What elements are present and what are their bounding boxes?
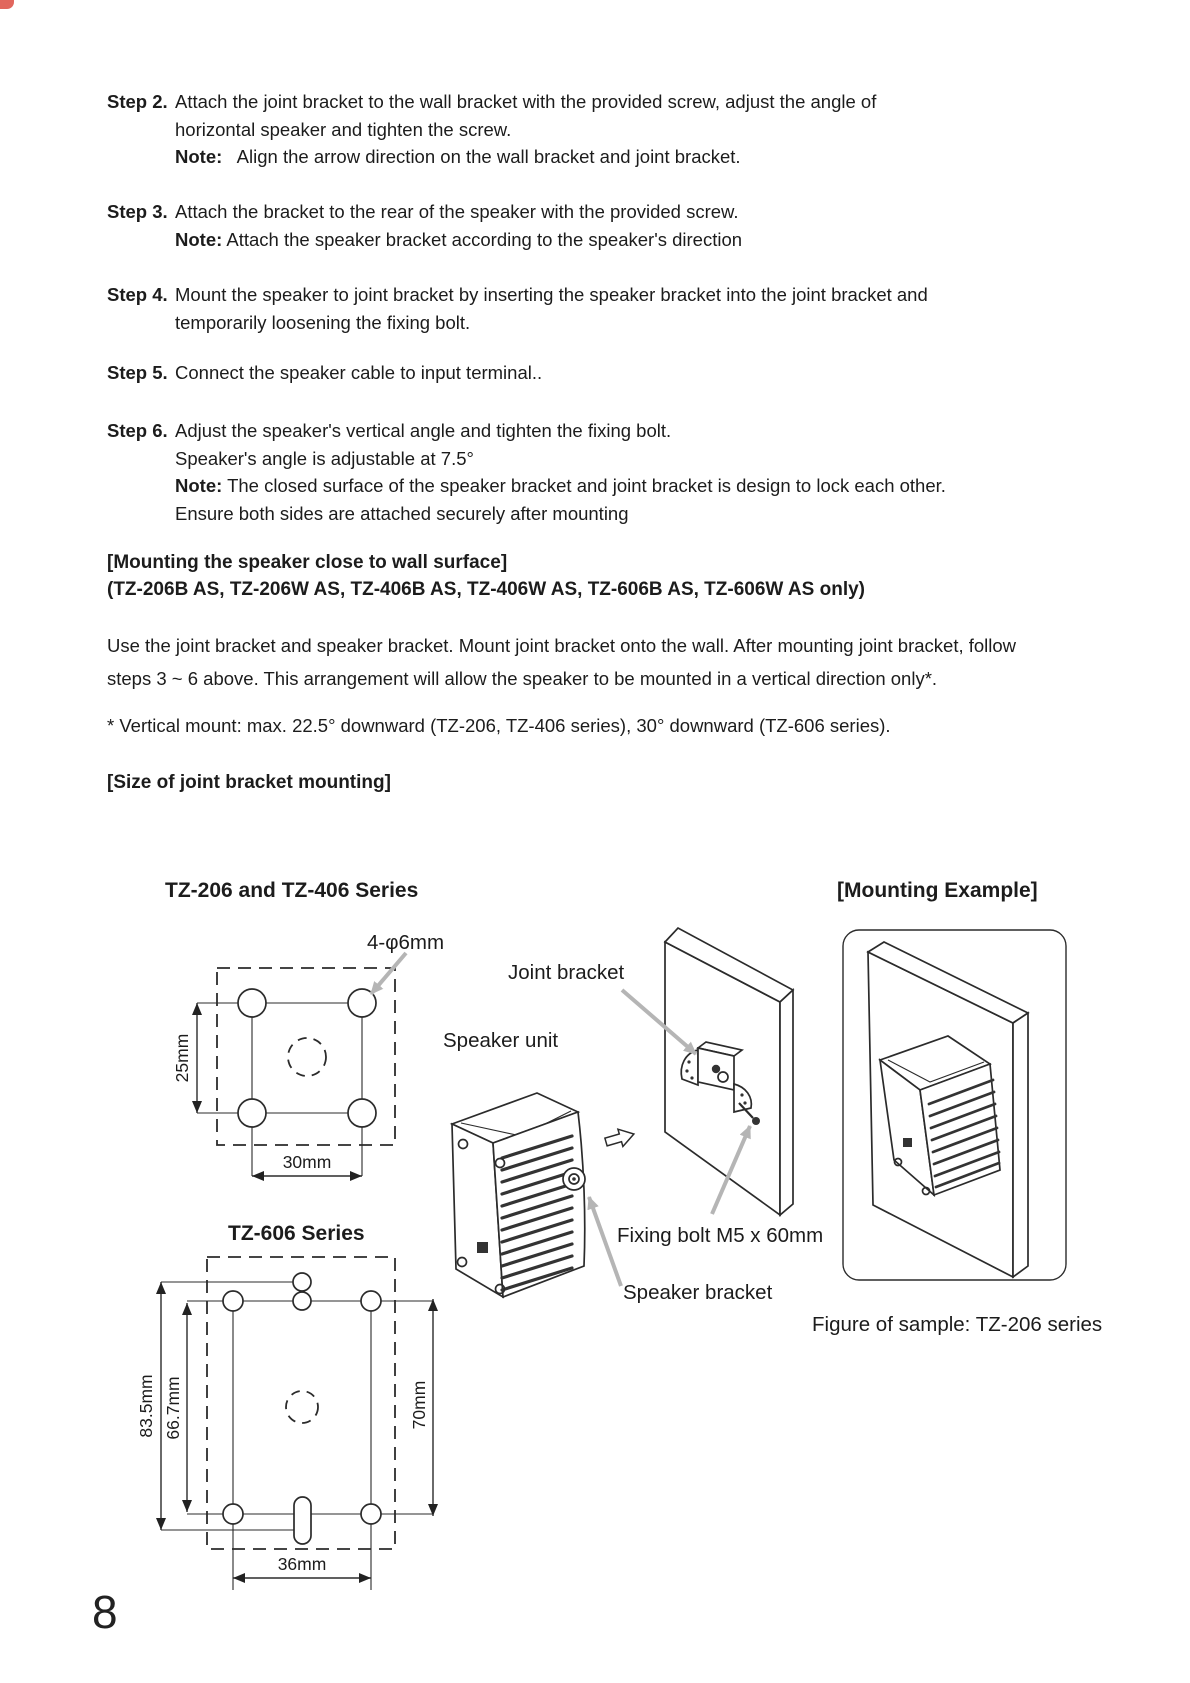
- step-4-line-2: temporarily loosening the fixing bolt.: [175, 311, 471, 333]
- example-speaker-logo: [903, 1138, 912, 1147]
- tz206-hole-pattern-diagram: [172, 931, 444, 1176]
- mount-hole: [238, 989, 266, 1017]
- step-6: [107, 417, 946, 527]
- mount-hole: [361, 1291, 381, 1311]
- tz206-diagram-title: TZ-206 and TZ-406 Series: [165, 879, 419, 902]
- example-caption: Figure of sample: TZ-206 series: [812, 1313, 1103, 1336]
- step-5-label: Step 5.: [107, 362, 168, 383]
- vertical-mount-footnote: * Vertical mount: max. 22.5° downward (TZ-206, TZ-406 series), 30° downward (TZ-606 series).: [107, 715, 891, 736]
- step-3-line-1: Attach the bracket to the rear of the speaker with the provided screw.: [175, 201, 739, 222]
- mount-hole: [348, 1099, 376, 1127]
- tz606-hole-pattern-diagram: [136, 1257, 433, 1590]
- step-2-line-3: Note: Align the arrow direction on the wall bracket and joint bracket.: [175, 146, 741, 167]
- speaker-logo: [477, 1242, 488, 1253]
- section-title-size: [Size of joint bracket mounting]: [107, 772, 391, 793]
- step-3-body: [175, 198, 742, 253]
- step-2-label: Step 2.: [107, 91, 168, 112]
- scan-red-corner-mark: [0, 0, 14, 9]
- mount-hole: [223, 1291, 243, 1311]
- step-2-line-1: Attach the joint bracket to the wall bracket with the provided screw, adjust the angle of: [175, 91, 877, 112]
- diagram-layer: [0, 852, 1190, 1642]
- step-5-line-1: Connect the speaker cable to input terminal..: [175, 362, 543, 383]
- step-2-line-2: horizontal speaker and tighten the screw.: [175, 118, 512, 140]
- tz606-diagram-title: TZ-606 Series: [228, 1222, 365, 1245]
- fixing-bolt-label: Fixing bolt M5 x 60mm: [617, 1224, 824, 1247]
- step-4-body: [175, 281, 928, 336]
- step-4-line-1: Mount the speaker to joint bracket by inserting the speaker bracket into the joint bracket and: [175, 284, 928, 305]
- section-models-list: (TZ-206B AS, TZ-206W AS, TZ-406B AS, TZ-406W AS, TZ-606B AS, TZ-606W AS only): [107, 579, 865, 600]
- step-6-label: Step 6.: [107, 420, 168, 441]
- dim-label-30mm: 30mm: [282, 1152, 332, 1172]
- mounting-paragraph-line-2: steps 3 ~ 6 above. This arrangement will allow the speaker to be mounted in a vertical direction only*.: [107, 667, 938, 689]
- step-4-label: Step 4.: [107, 284, 168, 305]
- speaker-unit-label: Speaker unit: [443, 1029, 559, 1052]
- step-6-line-1: Adjust the speaker's vertical angle and tighten the fixing bolt.: [175, 420, 672, 441]
- mount-hole: [238, 1099, 266, 1127]
- step-5: [107, 359, 542, 387]
- step-4: [107, 281, 928, 336]
- dim-label-70mm: 70mm: [409, 1380, 429, 1430]
- step-3-label: Step 3.: [107, 201, 168, 222]
- center-hole-dashed: [288, 1038, 326, 1076]
- center-hole-dashed: [286, 1391, 318, 1423]
- page-number: 8: [92, 1586, 118, 1638]
- joint-bracket-label: Joint bracket: [508, 961, 625, 984]
- step-5-body: [175, 359, 542, 387]
- step-2-body: [175, 88, 876, 171]
- direction-arrow-icon: [604, 1125, 637, 1150]
- step-6-line-4: Ensure both sides are attached securely after mounting: [175, 502, 629, 524]
- dim-label-25mm: 25mm: [172, 1033, 192, 1083]
- step-6-body: [175, 417, 946, 527]
- step-6-line-3: Note: The closed surface of the speaker bracket and joint bracket is design to lock each other.: [175, 475, 946, 496]
- section-title-mounting-close: [Mounting the speaker close to wall surface]: [107, 552, 508, 573]
- assembly-diagram: [443, 928, 823, 1304]
- mounting-example-diagram: [812, 930, 1102, 1336]
- hole-spec-leader: [371, 953, 406, 994]
- speaker-bracket-label: Speaker bracket: [623, 1281, 773, 1304]
- step-3-line-2: Note: Attach the speaker bracket according to the speaker's direction: [175, 228, 743, 250]
- step-2: [107, 88, 876, 171]
- mounting-example-title: [Mounting Example]: [837, 879, 1038, 902]
- mounting-paragraph: [107, 630, 1016, 695]
- speaker-unit-drawing: [452, 1093, 585, 1297]
- mount-hole: [361, 1504, 381, 1524]
- mount-hole: [223, 1504, 243, 1524]
- mount-slot: [294, 1497, 311, 1544]
- step-3: [107, 198, 742, 253]
- dim-label-36mm: 36mm: [277, 1554, 327, 1574]
- step-6-line-2: Speaker's angle is adjustable at 7.5°: [175, 447, 474, 469]
- mount-hole: [293, 1292, 311, 1310]
- mount-hole: [293, 1273, 311, 1291]
- dim-label-83-5mm: 83.5mm: [136, 1374, 156, 1438]
- hole-spec-label: 4-φ6mm: [367, 931, 445, 954]
- mounting-paragraph-line-1: Use the joint bracket and speaker bracket. Mount joint bracket onto the wall. After mounting joint bracket, follow: [107, 635, 1017, 656]
- dim-label-66-7mm: 66.7mm: [163, 1376, 183, 1440]
